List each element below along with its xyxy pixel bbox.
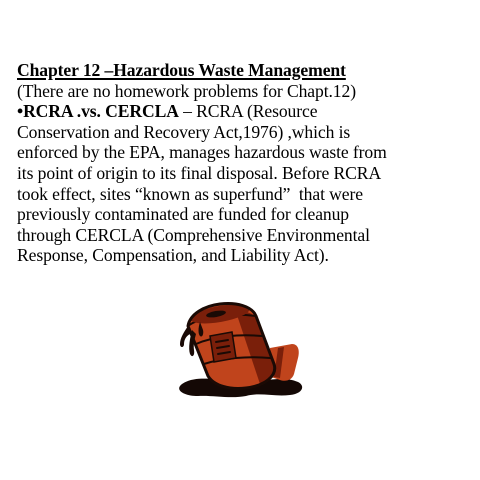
bullet-term: RCRA .vs. CERCLA xyxy=(23,101,179,122)
body-line: RCRA (Resource xyxy=(196,101,318,122)
body-line: enforced by the EPA, manages hazardous waste from xyxy=(17,142,387,163)
slide-title: Chapter 12 –Hazardous Waste Management xyxy=(17,60,346,80)
homework-note: (There are no homework problems for Chapt.12) xyxy=(17,80,356,101)
bullet-line-1 xyxy=(17,101,467,122)
term-separator: – xyxy=(178,101,197,122)
body-line: Response, Compensation, and Liability Act). xyxy=(17,245,329,266)
slide-text xyxy=(17,60,467,266)
body-line: through CERCLA (Comprehensive Environmental xyxy=(17,224,370,245)
body-line: its point of origin to its final disposal. Before RCRA xyxy=(17,162,382,183)
body-line: previously contaminated are funded for cleanup xyxy=(17,204,349,225)
body-line: took effect, sites “known as superfund” that were xyxy=(17,183,363,204)
leaking-toxic-barrel-icon xyxy=(174,292,310,400)
bullet-marker: • xyxy=(17,101,24,122)
body-line: Conservation and Recovery Act,1976) ,which is xyxy=(17,121,351,142)
